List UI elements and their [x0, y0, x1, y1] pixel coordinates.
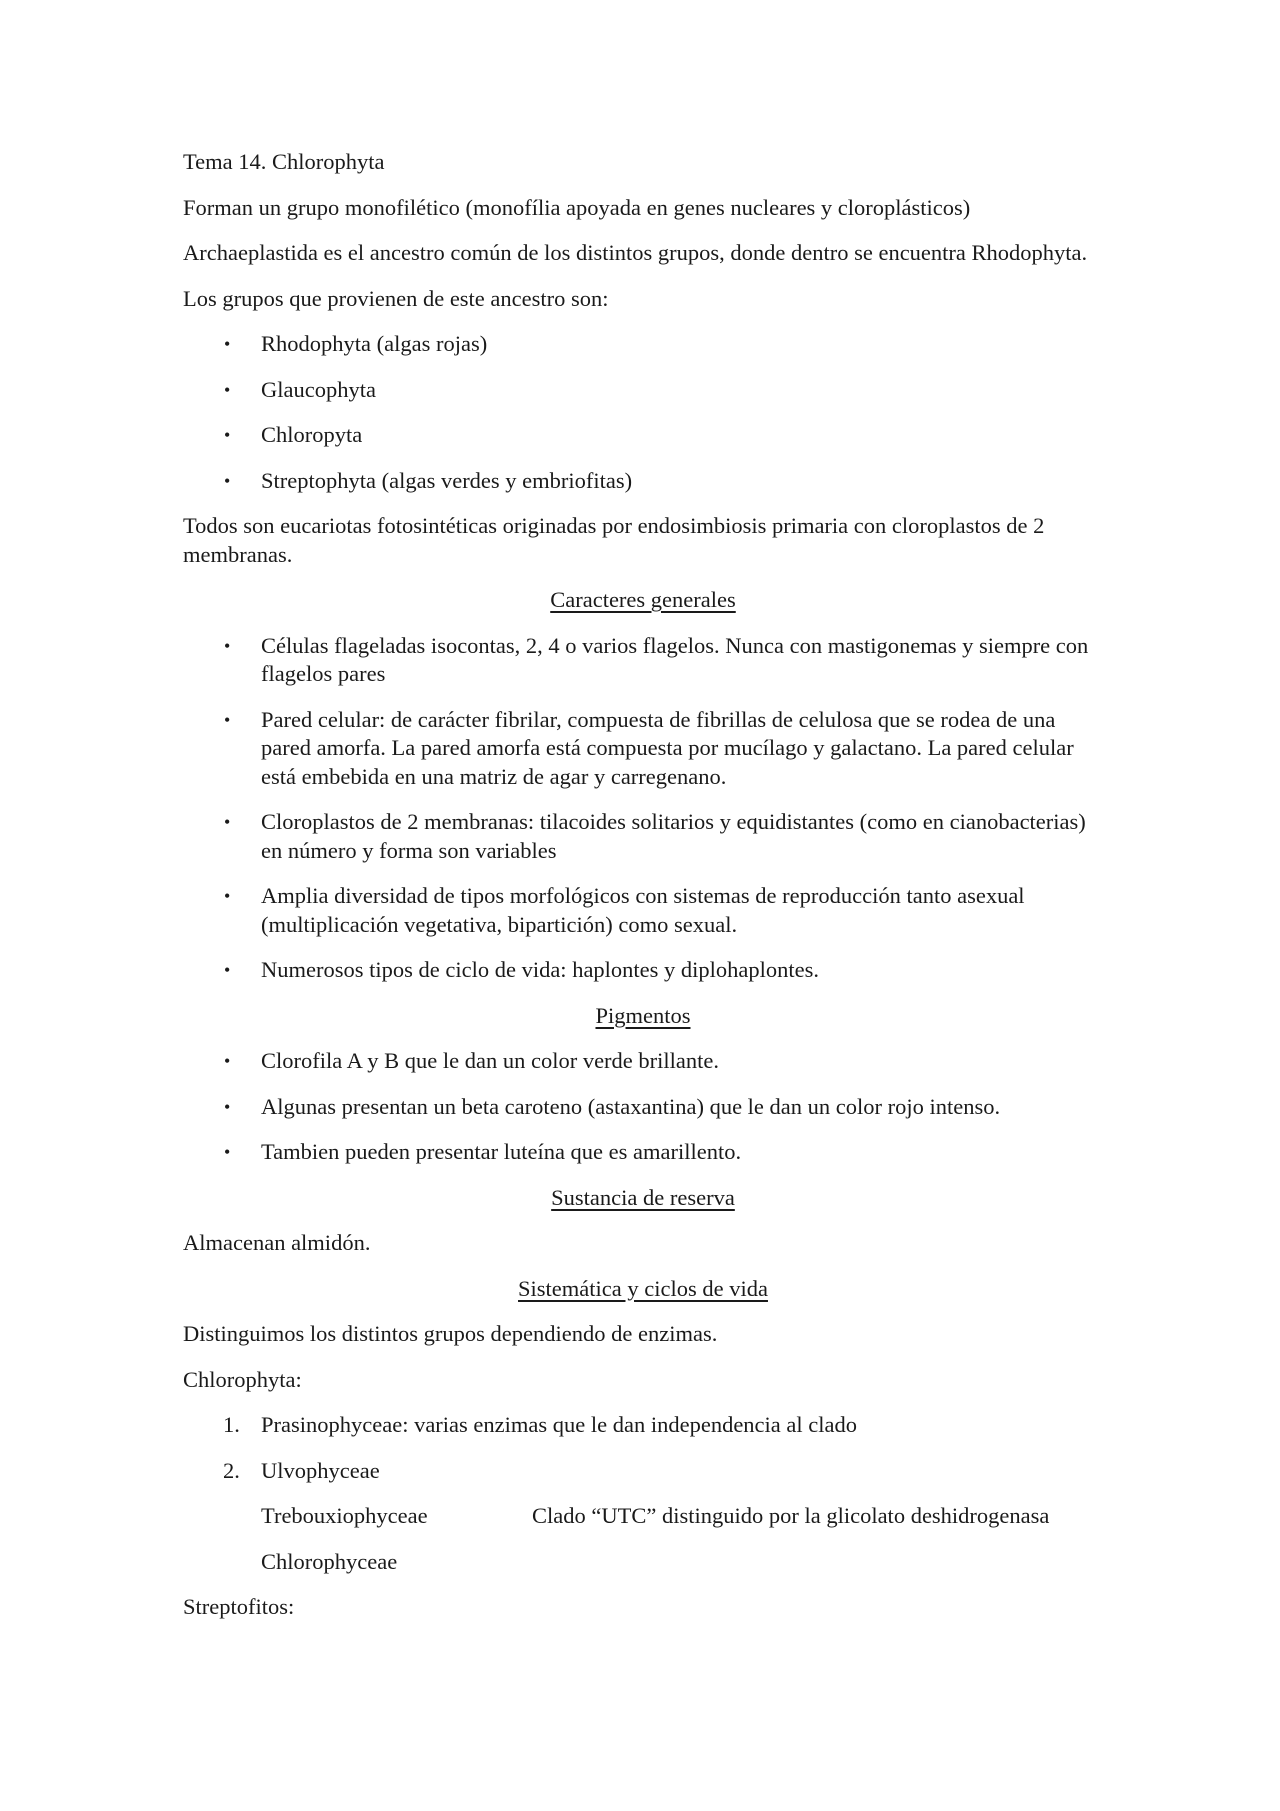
bullet-icon: •: [224, 1096, 231, 1117]
bullet-icon: •: [224, 812, 231, 832]
section-heading-caracteres: Caracteres generales: [550, 587, 736, 612]
sistematica-intro: Distinguimos los distintos grupos dependiendo de enzimas.: [183, 1321, 718, 1346]
document-title: Tema 14. Chlorophyta: [183, 149, 385, 174]
list-item-text: Rhodophyta (algas rojas): [261, 331, 488, 356]
intro-paragraph-1: Forman un grupo monofilético (monofília apoyada en genes nucleares y cloroplásticos): [183, 194, 971, 220]
list-item: [183, 1138, 1103, 1167]
list-item-text: Glaucophyta: [261, 376, 376, 402]
sub-row-name: Chlorophyceae: [261, 1548, 398, 1574]
list-item-text: Tambien pueden presentar luteína que es amarillento.: [261, 1139, 742, 1164]
list-item-text: Cloroplastos de 2 membranas: tilacoides solitarios y equidistantes (como en cianobacterias) en número y forma son variables: [261, 809, 1086, 863]
list-item-text: Pared celular: de carácter fibrilar, compuesta de fibrillas de celulosa que se rodea de una pared amorfa. La pared amorfa está compuesta por mucílago y galactano. La pared celular está embebida en una matriz de agar y carregenano.: [261, 706, 1074, 789]
document-page: [183, 148, 1103, 1639]
section-heading-sistematica: Sistemática y ciclos de vida: [518, 1275, 768, 1301]
bullet-icon: •: [224, 470, 231, 491]
list-item: [183, 808, 1103, 865]
list-item: [183, 1093, 1103, 1122]
bullet-icon: •: [224, 886, 231, 906]
list-item: [183, 421, 1103, 450]
bullet-icon: •: [224, 960, 231, 980]
bullet-icon: •: [224, 635, 231, 656]
bullet-icon: •: [224, 709, 231, 730]
list-number: 1.: [223, 1412, 240, 1437]
bullet-icon: •: [224, 425, 231, 445]
bullet-icon: •: [224, 334, 231, 354]
list-item-text: Algunas presentan un beta caroteno (astaxantina) que le dan un color rojo intenso.: [261, 1093, 1001, 1119]
streptofitos-label: Streptofitos:: [183, 1594, 295, 1619]
chlorophyta-numbered-list: [183, 1411, 1103, 1485]
list-item-text: Ulvophyceae: [261, 1457, 380, 1483]
sub-row: [183, 1502, 1103, 1531]
list-item: [183, 882, 1103, 939]
caracteres-list: [183, 632, 1103, 985]
groups-summary: Todos son eucariotas fotosintéticas originadas por endosimbiosis primaria con cloroplastos de 2 membranas.: [183, 513, 1045, 567]
bullet-icon: •: [224, 1051, 231, 1071]
list-item-text: Prasinophyceae: varias enzimas que le dan independencia al clado: [261, 1412, 857, 1437]
list-item-text: Clorofila A y B que le dan un color verde brillante.: [261, 1048, 720, 1073]
list-item-text: Células flageladas isocontas, 2, 4 o varios flagelos. Nunca con mastigonemas y siempre con flagelos pares: [261, 632, 1089, 686]
bullet-icon: •: [224, 1142, 231, 1162]
list-item: [183, 956, 1103, 985]
list-item: [183, 1457, 1103, 1486]
list-item: [183, 1047, 1103, 1076]
intro-paragraph-2: Archaeplastida es el ancestro común de los distintos grupos, donde dentro se encuentra Rhodophyta.: [183, 240, 1088, 265]
list-item-text: Chloropyta: [261, 422, 363, 447]
groups-list: [183, 330, 1103, 495]
sub-row-note: Clado “UTC” distinguido por la glicolato deshidrogenasa: [532, 1503, 1050, 1528]
reserva-text: Almacenan almidón.: [183, 1230, 371, 1255]
list-item: [183, 330, 1103, 359]
list-item: [183, 467, 1103, 496]
list-item: [183, 1411, 1103, 1440]
sub-row-name: Trebouxiophyceae: [261, 1503, 428, 1528]
pigmentos-list: [183, 1047, 1103, 1167]
intro-paragraph-3: Los grupos que provienen de este ancestro son:: [183, 285, 609, 311]
chlorophyta-label: Chlorophyta:: [183, 1366, 302, 1392]
list-item-text: Streptophyta (algas verdes y embriofitas): [261, 467, 633, 493]
list-item-text: Numerosos tipos de ciclo de vida: haplontes y diplohaplontes.: [261, 957, 820, 982]
list-item-text: Amplia diversidad de tipos morfológicos con sistemas de reproducción tanto asexual (multiplicación vegetativa, bipartición) como sexual.: [261, 883, 1025, 937]
list-item: [183, 376, 1103, 405]
list-item: [183, 706, 1103, 792]
sub-row: [183, 1548, 1103, 1577]
list-item: [183, 632, 1103, 689]
section-heading-reserva: Sustancia de reserva: [551, 1184, 735, 1210]
bullet-icon: •: [224, 379, 231, 400]
list-number: 2.: [223, 1457, 240, 1483]
section-heading-pigmentos: Pigmentos: [595, 1002, 691, 1028]
